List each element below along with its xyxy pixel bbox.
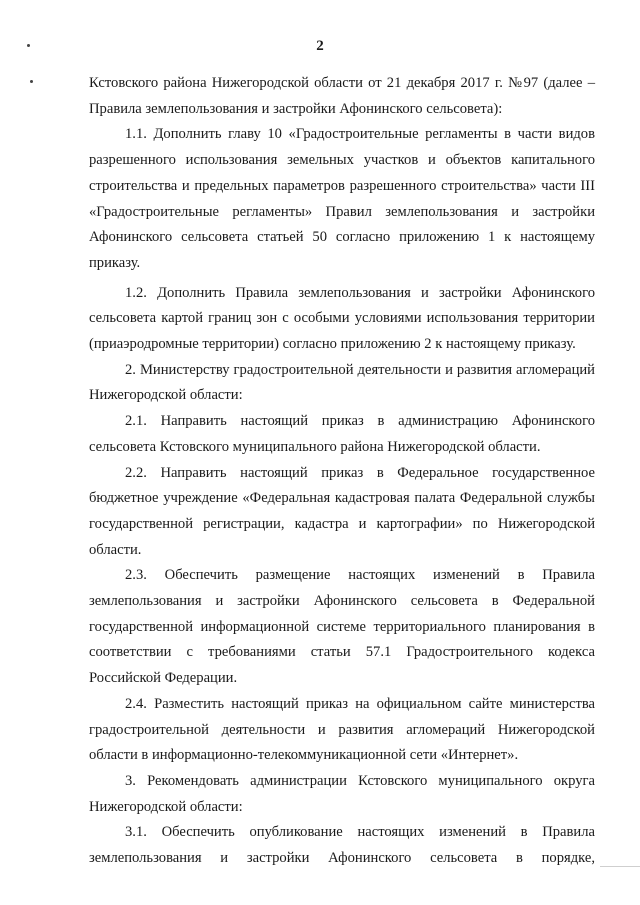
paragraph-2-4: 2.4. Разместить настоящий приказ на официальном сайте министерства градостроительной деятельности и развития агломераций Нижегородской области в информационно-телекоммуникационной сети «Интернет». — [89, 695, 595, 764]
paragraph-3: 3. Рекомендовать администрации Кстовского муниципального округа Нижегородской области: — [89, 772, 595, 815]
paragraph-1-1: 1.1. Дополнить главу 10 «Градостроительные регламенты в части видов разрешенного использования земельных участков и объектов капитального строительства и предельных параметров разрешенного строительства» части III «Градостроительные регламенты» Правил землепользования и застройки Афонинского сельсовета статьей 50 согласно приложению 1 к настоящему приказу. — [89, 126, 595, 271]
paragraph-2-1: 2.1. Направить настоящий приказ в администрацию Афонинского сельсовета Кстовского муниципального района Нижегородской области. — [89, 413, 595, 455]
paragraph-2-3: 2.3. Обеспечить размещение настоящих изменений в Правила землепользования и застройки Афонинского сельсовета в Федеральной государственной информационной системе территориального планирования в соответствии с требованиями статьи 57.1 Градостроительного кодекса Российской Федерации. — [89, 567, 595, 687]
document-body — [89, 71, 595, 872]
paragraph-2: 2. Министерству градостроительной деятельности и развития агломераций Нижегородской области: — [89, 361, 595, 404]
page-number: 2 — [316, 38, 324, 54]
paragraph-intro-continuation: Кстовского района Нижегородской области от 21 декабря 2017 г. №97 (далее – Правила землепользования и застройки Афонинского сельсовета): — [89, 75, 595, 117]
paragraph-3-1: 3.1. Обеспечить опубликование настоящих изменений в Правила землепользования и застройки Афонинского сельсовета в порядке, — [89, 824, 595, 867]
paragraph-1-2: 1.2. Дополнить Правила землепользования и застройки Афонинского сельсовета картой границ зон с особыми условиями использования территории (приаэродромные территории) согласно приложению 2 к настоящему приказу. — [89, 284, 595, 353]
paragraph-2-2: 2.2. Направить настоящий приказ в Федеральное государственное бюджетное учреждение «Федеральная кадастровая палата Федеральной службы государственной регистрации, кадастра и картографии» по Нижегородской области. — [89, 464, 595, 558]
scan-edge-line — [600, 866, 640, 867]
scan-dot — [30, 80, 33, 83]
